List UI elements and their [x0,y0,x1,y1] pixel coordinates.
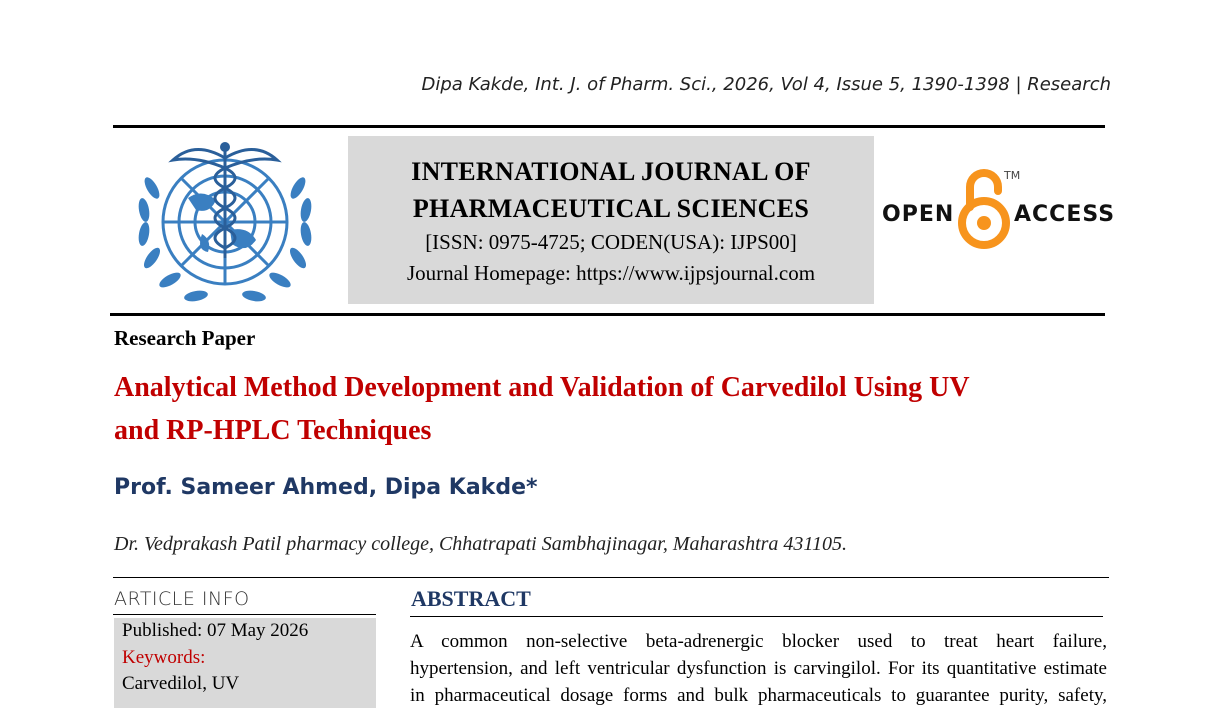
journal-masthead [348,136,874,304]
running-head: Dipa Kakde, Int. J. of Pharm. Sci., 2026, Vol 4, Issue 5, 1390-1398 | Research [421,74,1111,95]
section-divider [113,577,1109,578]
paper-authors: Prof. Sameer Ahmed, Dipa Kakde* [114,475,538,500]
journal-title-line2: PHARMACEUTICAL SCIENCES [412,194,810,223]
journal-title [348,153,874,227]
masthead-bottom-rule [110,313,1105,316]
journal-title-line1: INTERNATIONAL JOURNAL OF [411,157,811,186]
abstract-line3: in pharmaceutical dosage forms and bulk pharmaceuticals to guarantee purity, safety, [410,685,1107,706]
paper-title-line1: Analytical Method Development and Validation of Carvedilol Using UV [114,372,970,403]
article-info-heading: ARTICLE INFO [114,588,250,610]
open-access-access-text: ACCESS [1014,202,1116,227]
abstract-line1: A common non-selective beta-adrenergic blocker used to treat heart failure, [410,631,1107,652]
open-access-open-text: OPEN [882,202,955,227]
abstract-line2: hypertension, and left ventricular dysfunction is carvingilol. For its quantitative estimate [410,658,1107,679]
paper-affiliation: Dr. Vedprakash Patil pharmacy college, Chhatrapati Sambhajinagar, Maharashtra 431105. [114,533,847,555]
published-date: Published: 07 May 2026 [122,620,309,641]
journal-issn: [ISSN: 0975-4725; CODEN(USA): IJPS00] [425,230,797,254]
journal-emblem-logo [126,138,324,308]
abstract-underline [410,616,1103,617]
keywords-value: Carvedilol, UV [122,673,240,694]
open-access-logo [880,167,1116,252]
article-info-underline [113,614,376,615]
top-rule [113,125,1105,128]
paper-title [114,366,1114,452]
trademark-mark: TM [1004,169,1021,182]
journal-homepage: Journal Homepage: https://www.ijpsjournal.com [406,261,816,285]
abstract-heading: ABSTRACT [411,586,531,611]
keywords-label: Keywords: [122,646,206,668]
paper-title-line2: and RP-HPLC Techniques [114,415,432,446]
section-label: Research Paper [114,326,256,350]
abstract-body [410,628,1107,709]
